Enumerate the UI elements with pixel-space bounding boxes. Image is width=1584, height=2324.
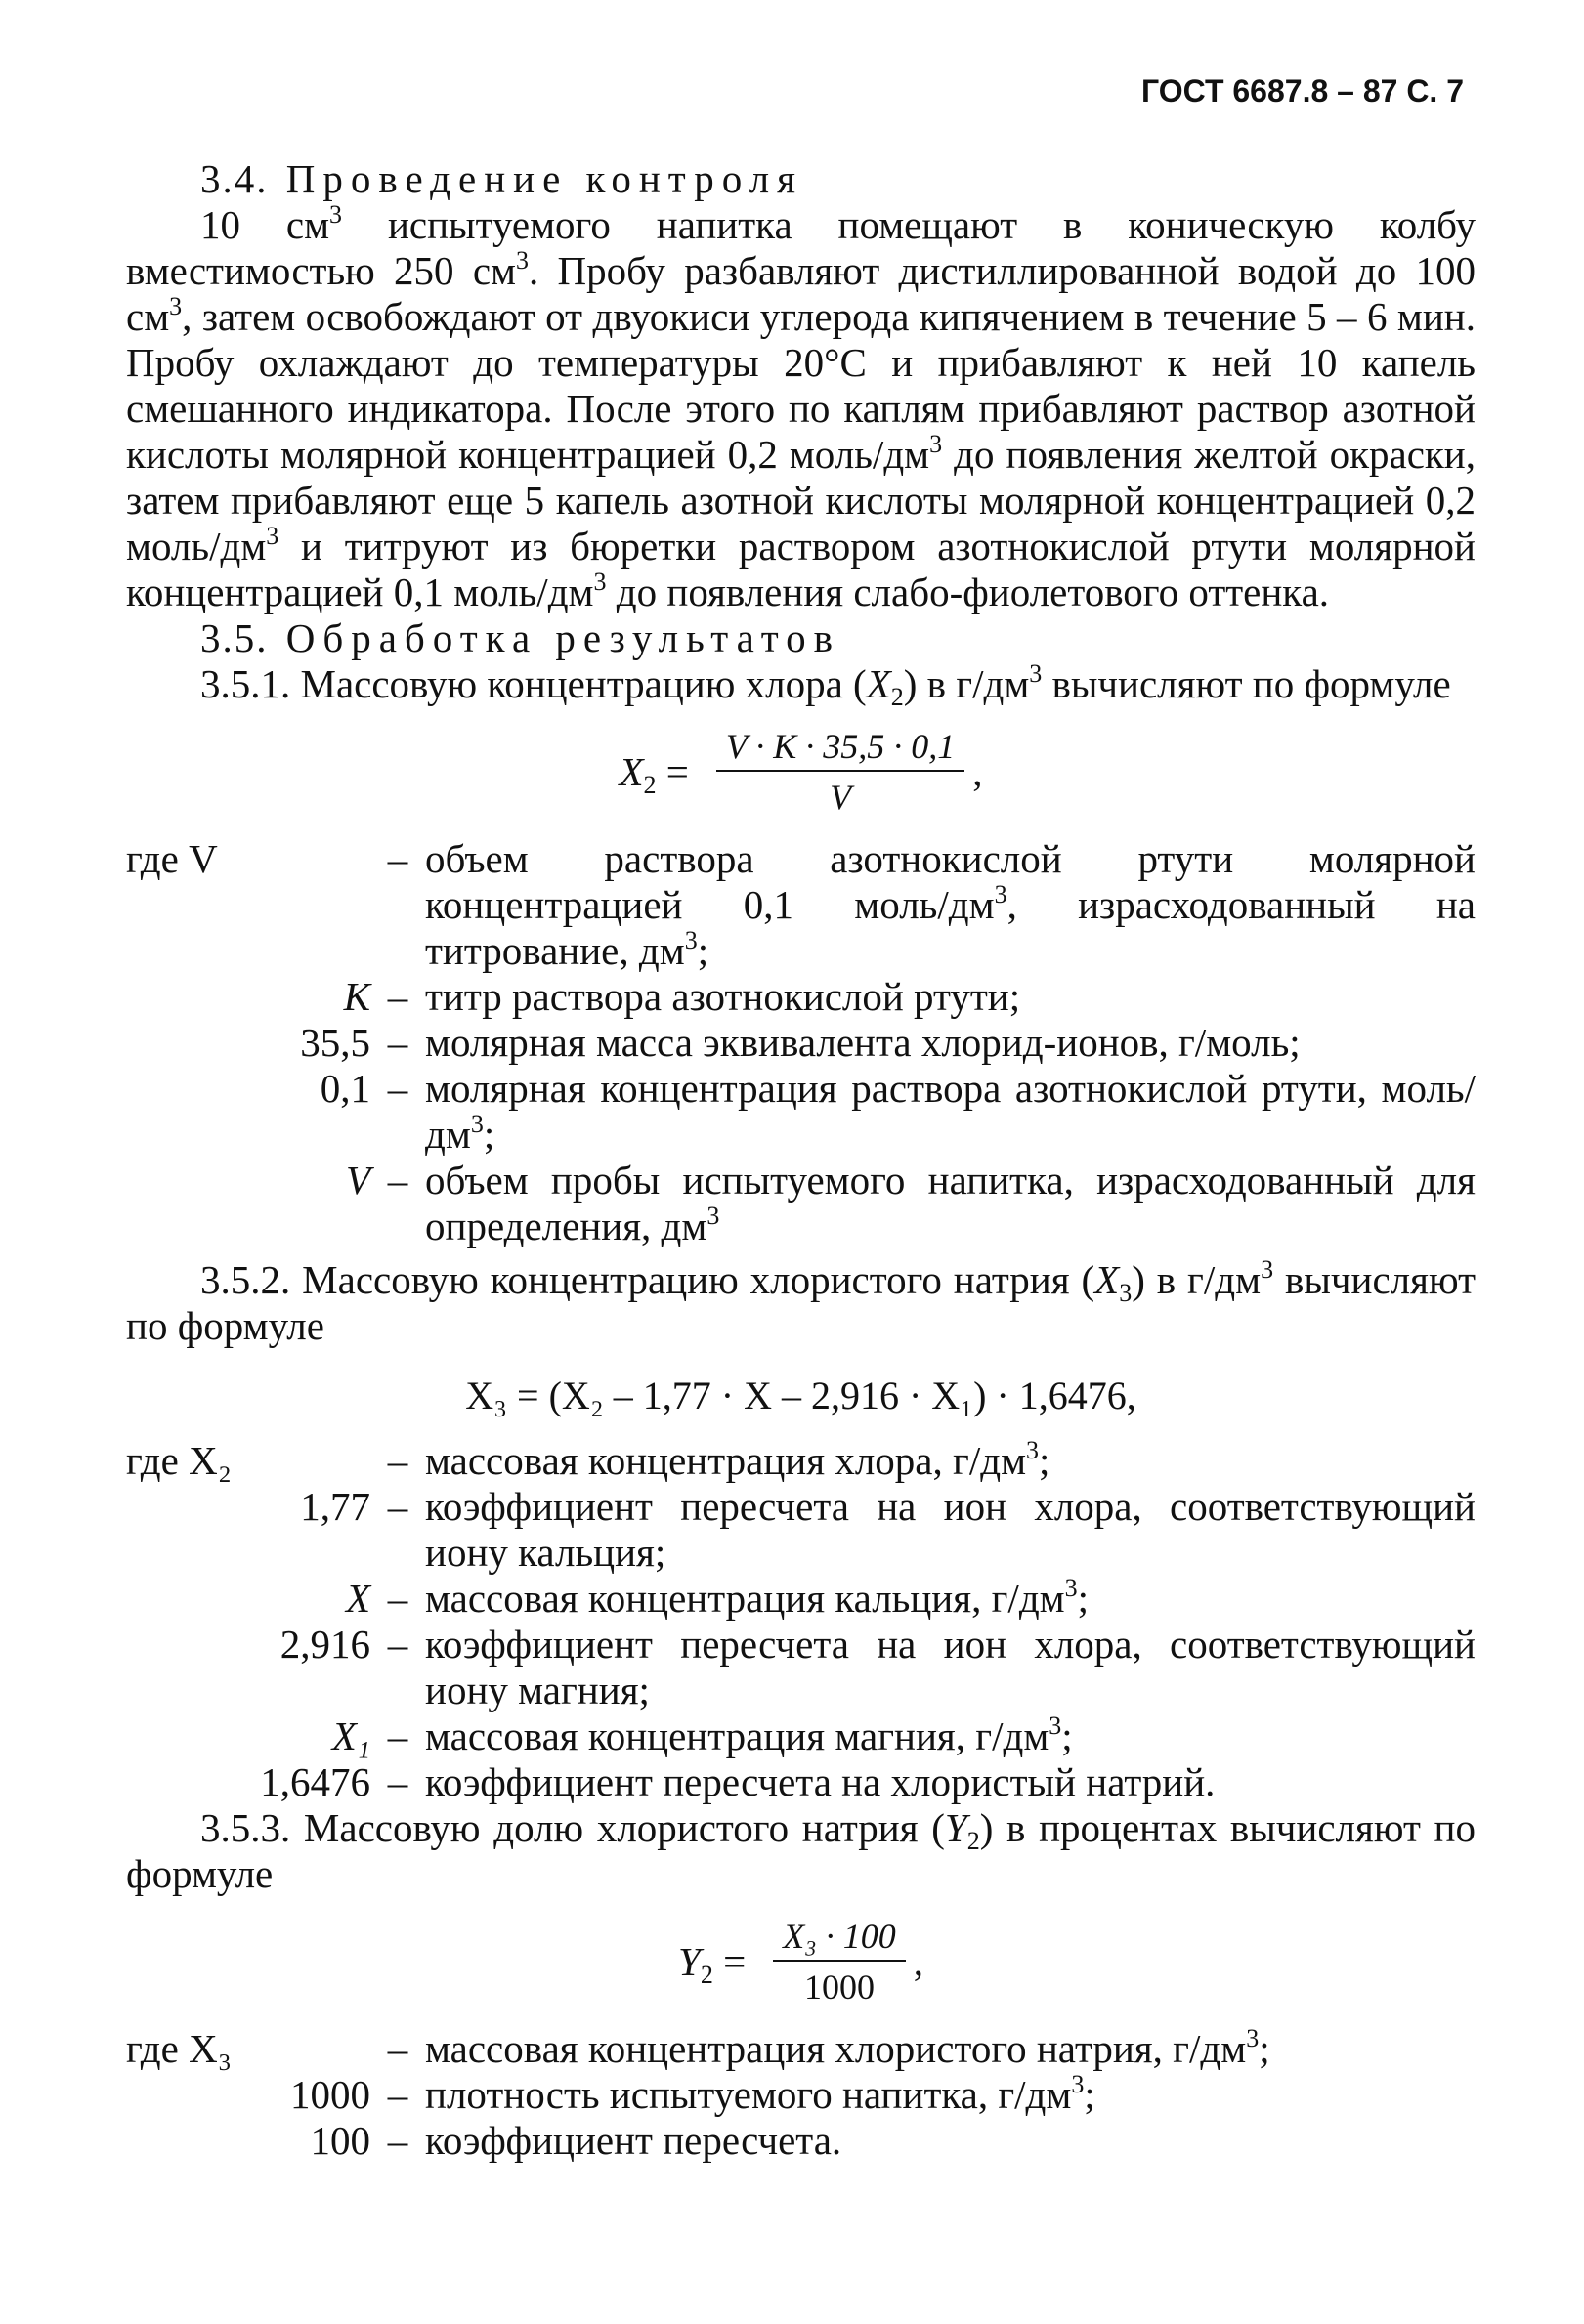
section-3-4-text: 10 $см^3$ испытуемого напитка помещают в коническую колбу вместимостью 250 $см^3$. Пробу разбавляют дистиллированной водой до 100 $см^3$, затем освобождают от двуокиси углерода кипячением в течение 5 – 6 мин. Пробу охлаждают до температуры 20°С и прибавляют к ней 10 капель смешанного индикатора. После этого по каплям прибавляют раствор азотной кислоты молярной концентрацией 0,2 моль/$дм^3$ до появления желтой окраски, затем прибавляют еще 5 капель азотной кислоты молярной концентрацией 0,2 моль/$дм^3$ и титруют из бюретки раствором азотнокислой ртути молярной концентрацией 0,1 моль/$дм^3$ до появления слабо-фиолетового оттенка. [126, 200, 1476, 614]
section-3-5-3-text: 3.5.3. Массовую долю хлористого натрия $(Y_2)$ в процентах вычисляют по формуле [126, 1805, 1476, 1896]
formula-y2: $Y_2$ = $\frac{\text{X₃ · 100}}{1000}$ , [678, 1917, 923, 2007]
formula-x2-denominator: V [830, 778, 852, 817]
definition-item: V – объем пробы испытуемого напитка, израсходованный для определения, $дм^3$ [345, 1158, 1476, 1248]
definition-item: X – массовая концентрация кальция, $г/дм^3$; [345, 1574, 1090, 1621]
formula-y2-numerator: X₃ · 100 [773, 1915, 906, 1962]
definition-item: 1000 – плотность испытуемого напитка, $г/дм^3$; [290, 2070, 1095, 2117]
definition-item: где V – объем раствора азотнокислой ртути молярной концентрацией 0,1 моль/$дм^3$, израсходованный на титрование, $дм^3$; [126, 836, 1476, 973]
definition-item: 1,77 – коэффициент пересчета на ион хлора, соответствующий иону кальция; [300, 1484, 1476, 1575]
definition-item: K – титр раствора азотнокислой ртути; [343, 974, 1021, 1019]
definition-item: где X₃ – массовая концентрация хлористого натрия, $г/дм^3$; [126, 2024, 1270, 2071]
definition-item: 35,5 – молярная масса эквивалента хлорид-ионов, г/моль; [300, 1020, 1301, 1065]
definition-item: 0,1 – молярная концентрация раствора азотнокислой ртути, моль/$дм^3$; [320, 1066, 1476, 1157]
definition-item: 1,6476 – коэффициент пересчета на хлористый натрий. [260, 1759, 1216, 1804]
page-header: ГОСТ 6687.8 – 87 С. 7 [1141, 73, 1464, 108]
section-3-5-1-text: 3.5.1. Массовую концентрацию хлора $(X_2)$ в $г/дм^3$ вычисляют по формуле [200, 659, 1451, 711]
section-3-5-2-text: 3.5.2. Массовую концентрацию хлористого натрия $(X_3)$ в $г/дм^3$ вычисляют по формуле [126, 1255, 1476, 1348]
formula-x2: $X_2$ = $\frac{V \cdot K \cdot 35,5 \cdot 0,1}{V}$ , [619, 727, 983, 817]
formula-x3: X₃ = (X₂ – 1,77 · X – 2,916 · X₁) · 1,6476, [465, 1373, 1136, 1417]
formula-y2-denominator: 1000 [803, 1967, 875, 2007]
document-body [126, 156, 1476, 2164]
definition-item: X₁ – массовая концентрация магния, $г/дм^3$; [331, 1711, 1073, 1758]
definition-item: 100 – коэффициент пересчета. [310, 2118, 842, 2163]
section-3-5-heading: 3.5. Обработка результатов [200, 615, 841, 660]
section-3-4-heading: 3.4. Проведение контроля [200, 156, 803, 201]
formula-x2-numerator: V · K · 35,5 · 0,1 [716, 725, 964, 772]
definition-item: 2,916 – коэффициент пересчета на ион хлора, соответствующий иону магния; [279, 1622, 1476, 1712]
definition-item: где X₂ – массовая концентрация хлора, $г/дм^3$; [126, 1436, 1050, 1483]
